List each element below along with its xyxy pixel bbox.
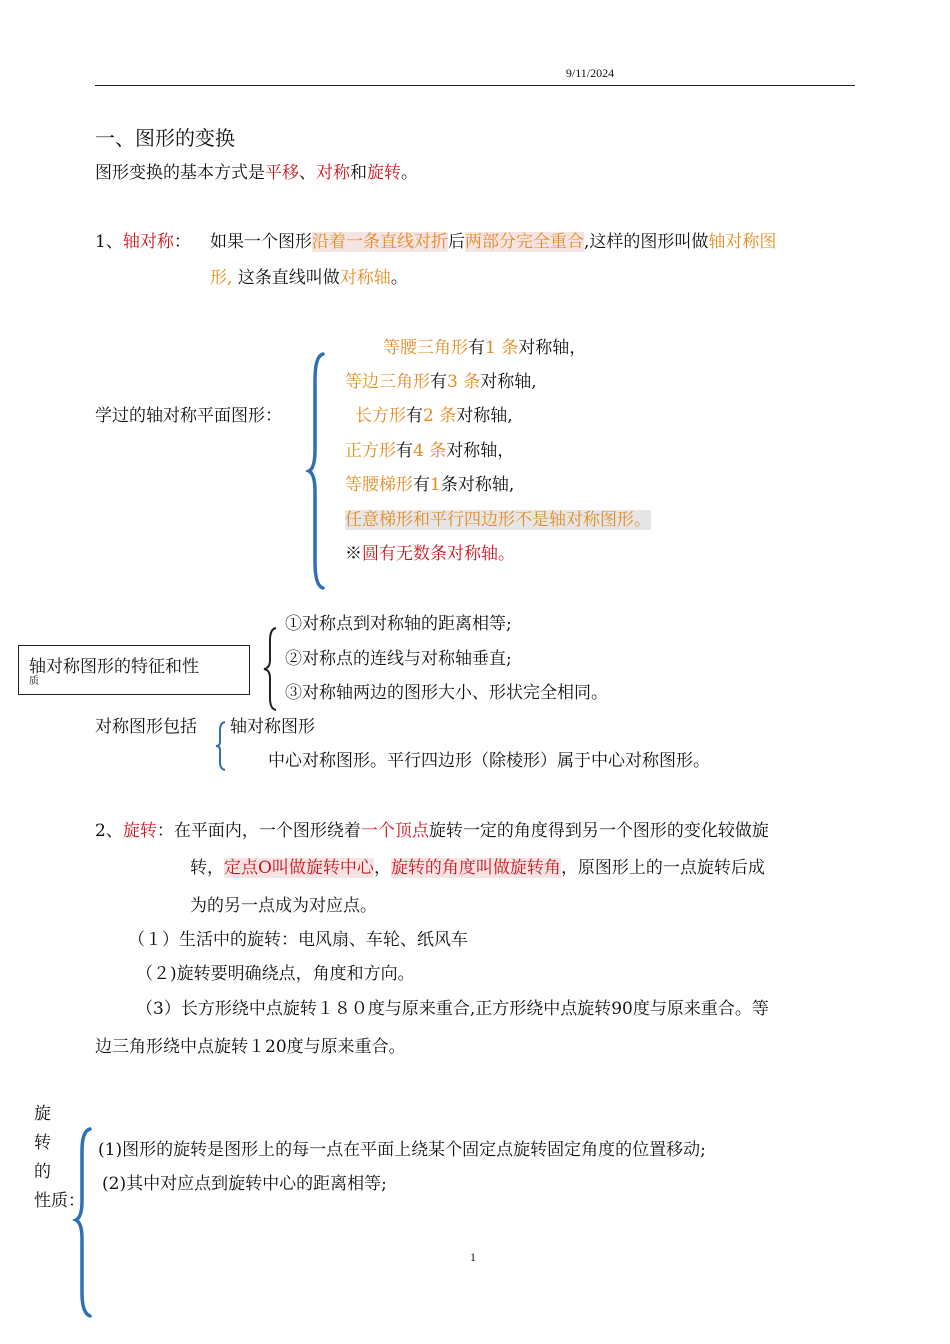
properties-label-1: 旋 (34, 1104, 51, 1124)
header-date: 9/11/2024 (565, 66, 615, 80)
figure-line-square: 正方形有4 条对称轴， (345, 441, 515, 461)
rotation-definition-line2: 转，定点O叫做旋转中心，旋转的角度叫做旋转角，原图形上的一点旋转后成 (190, 858, 765, 878)
figure-line-isosceles-triangle: 等腰三角形有1 条对称轴， (383, 338, 587, 358)
axial-definition-line1b: 如果一个图形沿着一条直线对折后两部分完全重合,这样的图形叫做轴对称图 (210, 232, 777, 252)
page-number: 1 (470, 1250, 476, 1264)
properties-label-2: 转 (34, 1133, 51, 1153)
rotation-point-3b: 边三角形绕中点旋转１20度与原来重合。 (95, 1037, 406, 1057)
section-title: 一、图形的变换 (95, 126, 235, 150)
figure-line-circle: ※圆有无数条对称轴。 (345, 544, 515, 564)
rotation-definition-line1: 2、旋转：在平面内，一个图形绕着一个顶点旋转一定的角度得到另一个图形的变化较做旋 (95, 821, 769, 841)
properties-label-3: 的 (34, 1162, 51, 1182)
left-brace-properties (72, 1125, 96, 1320)
learned-label: 学过的轴对称平面图形： (95, 406, 282, 426)
property-2: (2)其中对应点到旋转中心的距离相等; (102, 1174, 387, 1194)
feature-3: ③对称轴两边的图形大小、形状完全相同。 (285, 683, 608, 703)
left-brace-include (212, 720, 228, 772)
features-label-box: 轴对称图形的特征和性 质 (18, 645, 250, 695)
rotation-point-3a: （3）长方形绕中点旋转１８０度与原来重合,正方形绕中点旋转90度与原来重合。等 (136, 999, 769, 1019)
include-label: 对称图形包括 (95, 717, 197, 737)
include-axial: 轴对称图形 (230, 717, 315, 737)
figure-line-isosceles-trapezoid: 等腰梯形有1条对称轴, (345, 475, 515, 495)
left-brace-figures (305, 350, 329, 592)
include-central: 中心对称图形。平行四边形（除棱形）属于中心对称图形。 (268, 751, 710, 771)
left-brace-features (260, 626, 280, 712)
feature-1: ①对称点到对称轴的距离相等; (285, 614, 512, 634)
figure-line-rectangle: 长方形有2 条对称轴, (355, 406, 513, 426)
figure-line-equilateral-triangle: 等边三角形有3 条对称轴, (345, 372, 537, 392)
rotation-point-1: （１）生活中的旋转：电风扇、车轮、纸风车 (128, 930, 468, 950)
rotation-point-2: （２)旋转要明确绕点，角度和方向。 (136, 964, 415, 984)
rotation-definition-line3: 为的另一点成为对应点。 (190, 896, 377, 916)
property-1: (1)图形的旋转是图形上的每一点在平面上绕某个固定点旋转固定角度的位置移动; (98, 1140, 706, 1160)
figure-line-not-symmetric: 任意梯形和平行四边形不是轴对称图形。 (345, 510, 651, 530)
axial-definition-line1: 1、轴对称： (95, 232, 191, 252)
feature-2: ②对称点的连线与对称轴垂直; (285, 649, 512, 669)
header-rule (95, 85, 855, 86)
axial-definition-line2: 形, 这条直线叫做对称轴。 (210, 268, 408, 288)
properties-label-4: 性质： (34, 1191, 85, 1211)
intro-line: 图形变换的基本方式是平移、对称和旋转。 (95, 163, 418, 183)
